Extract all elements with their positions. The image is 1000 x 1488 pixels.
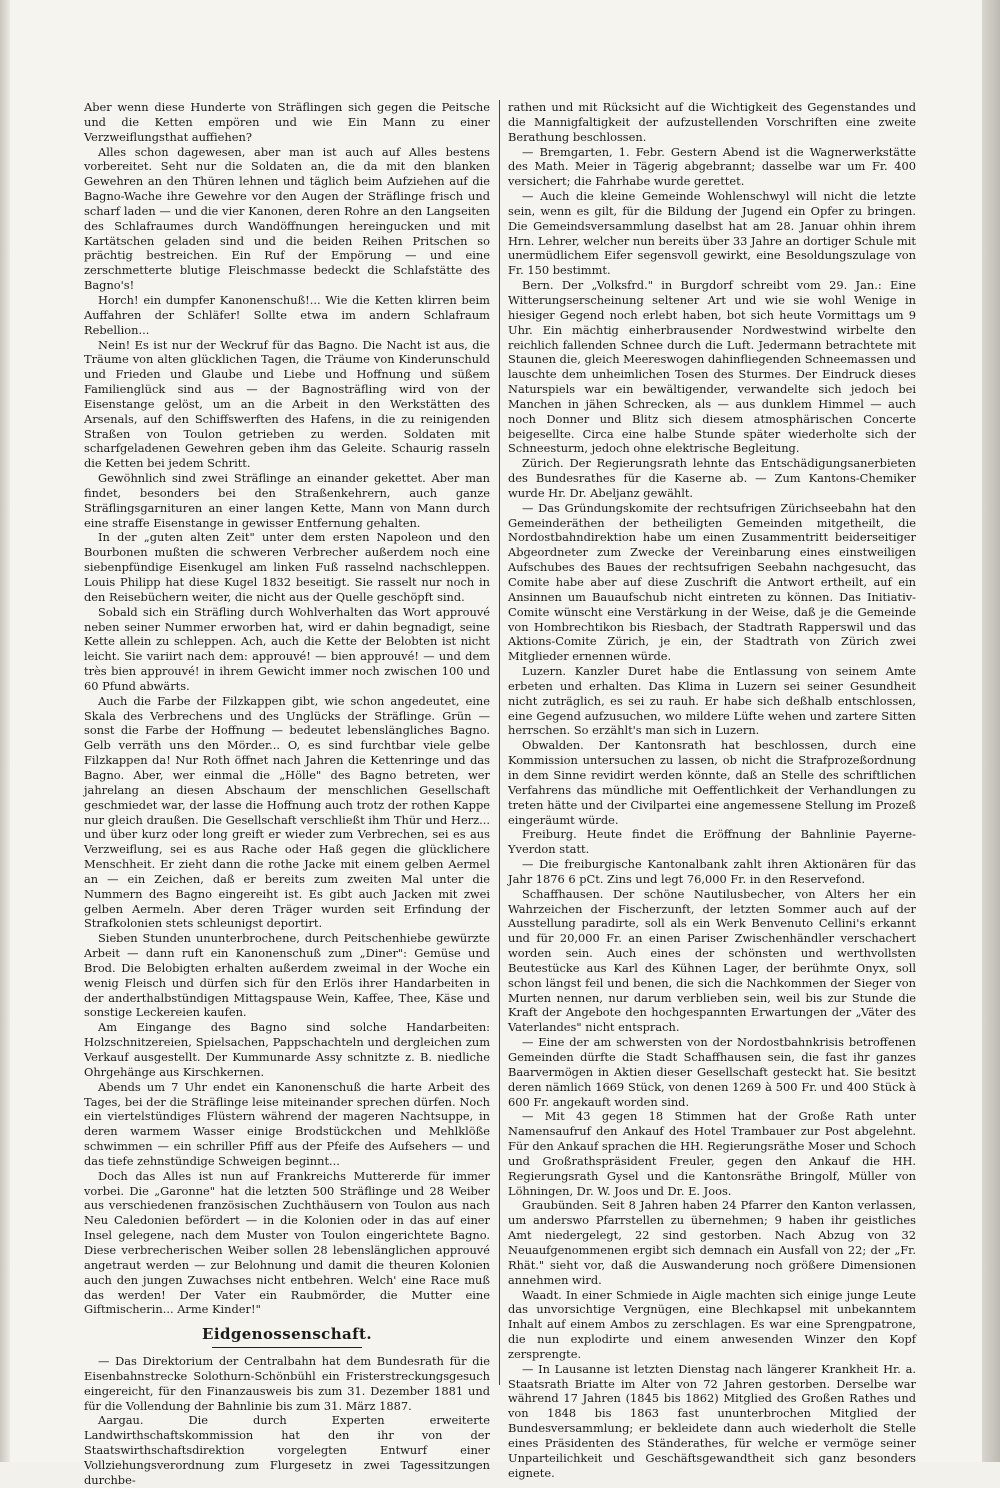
article-paragraph: Am Eingange des Bagno sind solche Handarbeiten: Holzschnitzereien, Spielsachen, Pappschachteln und dergleichen zum Verkauf ausgestellt. Der Kummunarde Assy schnitzte z. B. niedliche Ohrgehänge aus Kirschkernen. — [84, 1020, 490, 1079]
column-divider — [499, 100, 500, 1385]
section-heading-block — [84, 1327, 490, 1348]
article-paragraph: Doch das Alles ist nun auf Frankreichs Muttererde für immer vorbei. Die „Garonne" hat die letzten 500 Sträflinge und 28 Weiber aus verschiedenen französischen Zuchthäusern von Toulon aus nach Neu Caledonien befördert — in die Kolonien oder in das auf einer Insel gelegene, nach dem Muster von Toulon eingerichtete Bagno. Diese verbrecherischen Weiber sollen 28 lebenslänglichen approuvé angetraut werden — zur Belohnung und damit die theuren Kolonien auch den jungen Zuwachses nicht entbehren. Welch' eine Race muß das werden! Der Vater ein Raubmörder, die Mutter eine Giftmischerin... Arme Kinder!" — [84, 1168, 490, 1317]
news-paragraph: — Das Direktorium der Centralbahn hat dem Bundesrath für die Eisenbahnstrecke Solothurn-Schönbühl ein Fristerstreckungsgesuch eingereicht, für den Finanzausweis bis zum 31. Dezember 1881 und für die Vollendung der Bahnlinie bis zum 31. März 1887. — [84, 1354, 490, 1413]
news-paragraph: — Eine der am schwersten von der Nordostbahnkrisis betroffenen Gemeinden dürfte die Stadt Schaffhausen sein, die fast ihr ganzes Baarvermögen in Aktien dieser Gesellschaft gesteckt hat. Sie besitzt deren nämlich 1669 Stück, von denen 1269 à 500 Fr. und 400 Stück à 600 Fr. angekauft worden sind. — [508, 1035, 916, 1109]
left-column — [84, 100, 490, 1487]
news-paragraph: Bern. Der „Volksfrd." in Burgdorf schreibt vom 29. Jan.: Eine Witterungserscheinung seltener Art und wie sie wohl Wenige in hiesiger Gegend noch erlebt haben, bot sich heute Vormittags um 9 Uhr. Ein mächtig einherbrausender Nordwestwind wirbelte den reichlich fallenden Schnee durch die Luft. Jedermann betrachtete mit Staunen die, gleich Meereswogen dahinfliegenden Schneemassen und lauschte dem unheimlichen Tosen des Sturmes. Der Eindruck dieses Naturspiels war ein bewältigender, verwandelte sich jedoch bei Manchen in jähen Schrecken, als — aus dunklem Himmel — auch noch Donner und Blitz sich diesem atmosphärischen Concerte beigesellte. Circa eine halbe Stunde später wiederholte sich der Schneesturm, jedoch ohne elektrische Begleitung. — [508, 278, 916, 456]
right-column — [508, 100, 916, 1480]
article-paragraph: Alles schon dagewesen, aber man ist auch auf Alles bestens vorbereitet. Seht nur die Soldaten an, die da mit den blanken Gewehren an den Thüren lehnen und täglich beim Aufziehen auf die Bagno-Wache ihre Gewehre vor den Augen der Sträflinge frisch und scharf laden — und die vier Kanonen, deren Rohre an den Langseiten des Schlafraumes durch Wandöffnungen hereingucken und mit Kartätschen geladen sind und die beiden Reihen Pritschen so prächtig bestreichen. Ein Ruf der Empörung — und eine zerschmetterte blutige Fleischmasse bedeckt die Schlafstätte des Bagno's! — [84, 144, 490, 293]
news-paragraph: — Bremgarten, 1. Febr. Gestern Abend ist die Wagnerwerkstätte des Math. Meier in Tägerig abgebrannt; dasselbe war um Fr. 400 versichert; die Fahrhabe wurde gerettet. — [508, 144, 916, 189]
article-paragraph: Nein! Es ist nur der Weckruf für das Bagno. Die Nacht ist aus, die Träume von alten glücklichen Tagen, die Träume von Kinderunschuld und Frieden und Glaube und Liebe und Hoffnung und süßem Familienglück sind aus — der Bagnosträfling wird von der Eisenstange gelöst, um an die Arbeit in den Werkstätten des Arsenals, auf den Schiffswerften des Hafens, in die zu reinigenden Straßen von Toulon getrieben zu werden. Soldaten mit scharfgeladenen Gewehren geben ihm das Geleite. Schaurig rasseln die Ketten bei jedem Schritt. — [84, 337, 490, 471]
news-paragraph: rathen und mit Rücksicht auf die Wichtigkeit des Gegenstandes und die Mannigfaltigkeit der aufzustellenden Vorschriften eine zweite Berathung beschlossen. — [508, 100, 916, 144]
article-paragraph: Horch! ein dumpfer Kanonenschuß!... Wie die Ketten klirren beim Auffahren der Schläfer! Sollte etwa im andern Schlafraum Rebellion... — [84, 292, 490, 337]
news-paragraph: Graubünden. Seit 8 Jahren haben 24 Pfarrer den Kanton verlassen, um anderswo Pfarrstellen zu übernehmen; 9 haben ihr geistliches Amt niedergelegt, 22 sind gestorben. Nach Abzug von 32 Neuaufgenommenen ergibt sich demnach ein Ausfall von 22; der „Fr. Rhät." sieht vor, daß die Auswanderung noch größere Dimensionen annehmen wird. — [508, 1198, 916, 1287]
news-paragraph: Luzern. Kanzler Duret habe die Entlassung von seinem Amte erbeten und erhalten. Das Klima in Luzern sei seiner Gesundheit nicht zuträglich, es sei zu rauh. Er habe sich deßhalb entschlossen, eine Gegend aufzusuchen, wo mildere Lüfte wehen und zartere Sitten herrschen. So erzählt's man sich in Luzern. — [508, 664, 916, 738]
section-underline — [212, 1347, 362, 1348]
news-paragraph: Schaffhausen. Der schöne Nautilusbecher, von Alters her ein Wahrzeichen der Fischerzunft, der letzten Sommer auch auf der Ausstellung paradirte, soll als ein Werk Benvenuto Cellini's erkannt und für 20,000 Fr. an einen Pariser Zwischenhändler verschachert worden sein. Auch eines der schönsten und werthvollsten Beutestücke aus Karl des Kühnen Lager, der berühmte Onyx, soll schon längst feil und benen, die sich die Nachkommen der Sieger von Murten nennen, nur darum verblieben sein, weil bis zur Stunde die Kraft der Angebote den hochgespannten Erwartungen der „Väter des Vaterlandes" nicht entsprach. — [508, 886, 916, 1035]
article-paragraph: Auch die Farbe der Filzkappen gibt, wie schon angedeutet, eine Skala des Verbrechens und des Unglücks der Sträflinge. Grün — sonst die Farbe der Hoffnung — bedeutet lebenslängliches Bagno. Gelb verräth uns den Mörder... O, es sind furchtbar viele gelbe Filzkappen da! Nur Roth öffnet nach Jahren die Kettenringe und das Bagno. Aber, wer einmal die „Hölle" des Bagno betreten, wer jahrelang an diesen Abschaum der menschlichen Gesellschaft geschmiedet war, der lasse die Hoffnung auch trotz der rothen Kappe nur gleich draußen. Die Gesellschaft verschließt ihm Thür und Herz... und über kurz oder long greift er wieder zum Verbrechen, sei es aus Verzweiflung, sei es aus Rache oder Haß gegen die glücklichere Menschheit. Er zieht dann die rothe Jacke mit einem gelben Aermel an — ein Zeichen, daß er bereits zum zweiten Mal unter die Nummern des Bagno eingereiht ist. Es gibt auch Jacken mit zwei gelben Aermeln. Aber deren Träger wurden seit Erfindung der Strafkolonien stets schleunigst deportirt. — [84, 693, 490, 931]
article-paragraph: Abends um 7 Uhr endet ein Kanonenschuß die harte Arbeit des Tages, bei der die Sträflinge leise miteinander sprechen dürfen. Noch ein viertelstündiges Flüstern während der mageren Nachtsuppe, in deren warmem Wasser einige Brodstückchen und Mehlklöße schwimmen — ein schriller Pfiff aus der Pfeife des Aufsehers — und das tiefe zehnstündige Schweigen beginnt... — [84, 1079, 490, 1168]
news-paragraph: — Mit 43 gegen 18 Stimmen hat der Große Rath unter Namensaufruf den Ankauf des Hotel Trambauer zur Post abgelehnt. Für den Ankauf sprachen die HH. Regierungsräthe Moser und Schoch und Großrathspräsident Freuler, gegen den Ankauf die HH. Regierungsrath Gysel und die Kantonsräthe Bringolf, Müller von Löhningen, Dr. W. Joos und Dr. E. Joos. — [508, 1109, 916, 1198]
news-paragraph: — Das Gründungskomite der rechtsufrigen Zürichseebahn hat den Gemeinderäthen der betheiligten Gemeinden mitgetheilt, die Nordostbahndirektion habe um einen Zusammentritt beiderseitiger Abgeordneter zum Zwecke der Vereinbarung eines einstweiligen Aufschubes des Baues der rechtsufrigen Seebahn nachgesucht, das Comite habe aber auf diese Zuschrift die Antwort ertheilt, auf ein Ansinnen um Bauaufschub nicht eintreten zu können. Das Initiativ-Comite wünscht eine Verstärkung in der Weise, daß je die Gemeinde von Hombrechtikon bis Riesbach, der Stadtrath Rapperswil und das Aktions-Comite Zürich, je ein, der Stadtrath von Zürich zwei Mitglieder ernennen würde. — [508, 500, 916, 664]
news-paragraph: Aargau. Die durch Experten erweiterte Landwirthschaftskommission hat den ihr von der Staatswirthschaftsdirektion vorgelegten Entwurf einer Vollziehungsverordnung zum Flurgesetz in zwei Tagessitzungen durchbe- — [84, 1413, 490, 1487]
news-paragraph: — Auch die kleine Gemeinde Wohlenschwyl will nicht die letzte sein, wenn es gilt, für die Bildung der Jugend ein Opfer zu bringen. Die Gemeindsversammlung daselbst hat am 28. Januar ohhin ihrem Hrn. Lehrer, welcher nun bereits über 33 Jahre an dortiger Schule mit unermüdlichem Eifer segensvoll gewirkt, eine Besoldungszulage von Fr. 150 bestimmt. — [508, 189, 916, 278]
article-paragraph: In der „guten alten Zeit" unter dem ersten Napoleon und den Bourbonen mußten die schweren Verbrecher außerdem noch eine siebenpfündige Eisenkugel am linken Fuß rasselnd nachschleppen. Louis Philipp hat diese Kugel 1832 beseitigt. Sie rasselt nur noch in den Reisebüchern weiter, die nicht aus der Quelle geschöpft sind. — [84, 530, 490, 604]
article-paragraph: Sieben Stunden ununterbrochene, durch Peitschenhiebe gewürzte Arbeit — dann ruft ein Kanonenschuß zum „Diner": Gemüse und Brod. Die Belobigten erhalten außerdem zweimal in der Woche ein wenig Fleisch und dürfen sich für den Erlös ihrer Handarbeiten in der anderthalbstündigen Mittagspause Wein, Kaffee, Thee, Käse und sonstige Leckereien kaufen. — [84, 931, 490, 1020]
scan-edge-right — [982, 0, 1000, 1462]
news-paragraph: — In Lausanne ist letzten Dienstag nach längerer Krankheit Hr. a. Staatsrath Briatte im Alter von 72 Jahren gestorben. Derselbe war während 17 Jahren (1845 bis 1862) Mitglied des Großen Rathes und von 1848 bis 1863 fast ununterbrochen Mitglied der Bundesversammlung; er bekleidete dann auch wiederholt die Stelle eines Präsidenten des Ständerathes, für welche er vermöge seiner Unparteilichkeit und Geschäftsgewandtheit sich ganz besonders eignete. — [508, 1361, 916, 1480]
article-paragraph: Gewöhnlich sind zwei Sträflinge an einander gekettet. Aber man findet, besonders bei den Straßenkehrern, auch ganze Sträflingsgarnituren an einer langen Kette, Mann von Mann durch eine straffe Eisenstange in gewisser Entfernung gehalten. — [84, 471, 490, 530]
news-paragraph: Freiburg. Heute findet die Eröffnung der Bahnlinie Payerne-Yverdon statt. — [508, 827, 916, 857]
news-paragraph: — Die freiburgische Kantonalbank zahlt ihren Aktionären für das Jahr 1876 6 pCt. Zins und legt 76,000 Fr. in den Reservefond. — [508, 857, 916, 886]
news-paragraph: Zürich. Der Regierungsrath lehnte das Entschädigungsanerbieten des Bundesrathes für die Kaserne ab. — Zum Kantons-Chemiker wurde Hr. Dr. Abeljanz gewählt. — [508, 456, 916, 500]
scan-edge-left — [0, 0, 10, 1462]
news-paragraph: Obwalden. Der Kantonsrath hat beschlossen, durch eine Kommission untersuchen zu lassen, ob nicht die Strafprozeßordnung in dem Sinne revidirt werden könnte, daß an Stelle des schriftlichen Verfahrens das mündliche mit Oeffentlichkeit der Verhandlungen zu treten hätte und der Civilpartei eine angemessene Stellung im Prozeß eingeräumt würde. — [508, 738, 916, 827]
article-paragraph: Aber wenn diese Hunderte von Sträflingen sich gegen die Peitsche und die Ketten empören und wie Ein Mann zu einer Verzweiflungsthat auffiehen? — [84, 100, 490, 144]
section-heading: Eidgenossenschaft. — [202, 1325, 372, 1344]
article-paragraph: Sobald sich ein Sträfling durch Wohlverhalten das Wort approuvé neben seiner Nummer erworben hat, wird er dahin begnadigt, seine Kette allein zu schleppen. Ach, auch die Kette der Belobten ist nicht leicht. Sie variirt nach dem: approuvé! — bien approuvé! — und dem très bien approuvé! in ihrem Gewicht immer noch zwischen 100 und 60 Pfund abwärts. — [84, 604, 490, 693]
news-paragraph: Waadt. In einer Schmiede in Aigle machten sich einige junge Leute das unvorsichtige Vergnügen, eine Blechkapsel mit unbekanntem Inhalt auf einem Ambos zu zerschlagen. Es war eine Sprengpatrone, die nun explodirte und einem anwesenden Winzer den Kopf zersprengte. — [508, 1287, 916, 1361]
